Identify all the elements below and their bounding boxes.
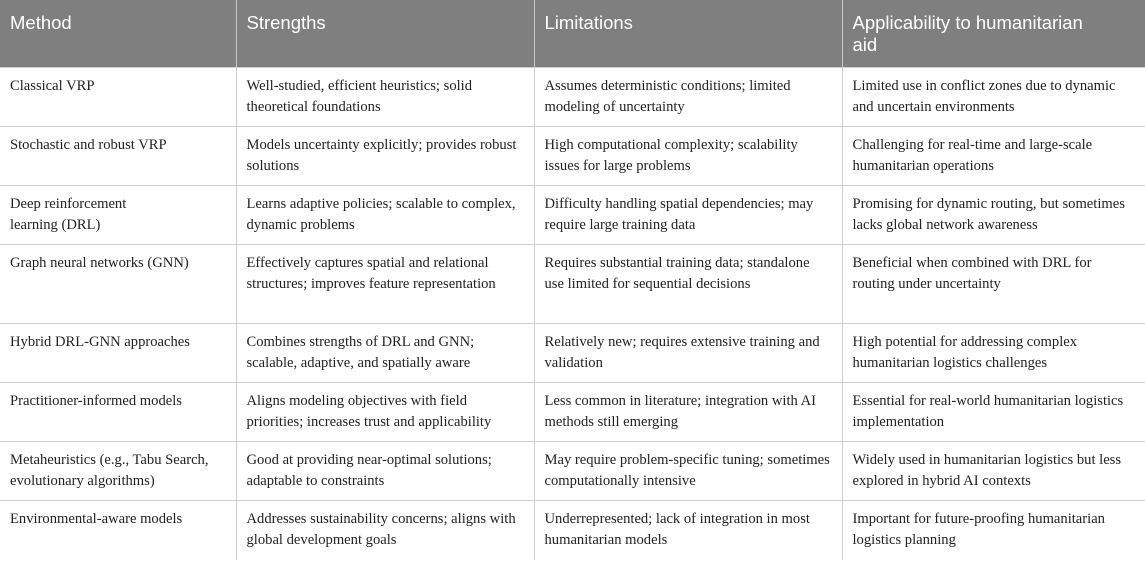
table-row xyxy=(0,442,1145,501)
cell-method: Deep reinforcement learning (DRL) xyxy=(0,186,236,245)
table-row xyxy=(0,501,1145,560)
cell-method: Classical VRP xyxy=(0,68,236,127)
cell-strengths: Effectively captures spatial and relational structures; improves feature representation xyxy=(236,245,534,324)
cell-strengths: Combines strengths of DRL and GNN; scalable, adaptive, and spatially aware xyxy=(236,324,534,383)
cell-method: Practitioner-informed models xyxy=(0,383,236,442)
cell-strengths: Models uncertainty explicitly; provides robust solutions xyxy=(236,127,534,186)
header-method: Method xyxy=(0,0,236,68)
cell-strengths: Aligns modeling objectives with field priorities; increases trust and applicability xyxy=(236,383,534,442)
table-row xyxy=(0,186,1145,245)
cell-method: Metaheuristics (e.g., Tabu Search, evolutionary algorithms) xyxy=(0,442,236,501)
table-body xyxy=(0,68,1145,560)
cell-applicability: Widely used in humanitarian logistics but less explored in hybrid AI contexts xyxy=(842,442,1145,501)
cell-applicability: Challenging for real-time and large-scale humanitarian operations xyxy=(842,127,1145,186)
cell-strengths: Learns adaptive policies; scalable to complex, dynamic problems xyxy=(236,186,534,245)
header-limitations: Limitations xyxy=(534,0,842,68)
cell-applicability: High potential for addressing complex humanitarian logistics challenges xyxy=(842,324,1145,383)
cell-method: Graph neural networks (GNN) xyxy=(0,245,236,324)
cell-limitations: Relatively new; requires extensive training and validation xyxy=(534,324,842,383)
cell-applicability: Limited use in conflict zones due to dynamic and uncertain environments xyxy=(842,68,1145,127)
table-row xyxy=(0,324,1145,383)
header-strengths: Strengths xyxy=(236,0,534,68)
cell-applicability: Important for future-proofing humanitarian logistics planning xyxy=(842,501,1145,560)
cell-applicability: Beneficial when combined with DRL for routing under uncertainty xyxy=(842,245,1145,324)
cell-strengths: Well-studied, efficient heuristics; solid theoretical foundations xyxy=(236,68,534,127)
table-row xyxy=(0,127,1145,186)
cell-applicability: Promising for dynamic routing, but sometimes lacks global network awareness xyxy=(842,186,1145,245)
cell-applicability: Essential for real-world humanitarian logistics implementation xyxy=(842,383,1145,442)
cell-limitations: Difficulty handling spatial dependencies; may require large training data xyxy=(534,186,842,245)
cell-method: Environmental-aware models xyxy=(0,501,236,560)
cell-limitations: Requires substantial training data; standalone use limited for sequential decisions xyxy=(534,245,842,324)
cell-limitations: Assumes deterministic conditions; limited modeling of uncertainty xyxy=(534,68,842,127)
cell-strengths: Addresses sustainability concerns; aligns with global development goals xyxy=(236,501,534,560)
table-row xyxy=(0,245,1145,324)
cell-method: Stochastic and robust VRP xyxy=(0,127,236,186)
cell-strengths: Good at providing near-optimal solutions; adaptable to constraints xyxy=(236,442,534,501)
cell-limitations: High computational complexity; scalability issues for large problems xyxy=(534,127,842,186)
header-row xyxy=(0,0,1145,68)
cell-method: Hybrid DRL-GNN approaches xyxy=(0,324,236,383)
cell-limitations: May require problem-specific tuning; sometimes computationally intensive xyxy=(534,442,842,501)
table-row xyxy=(0,383,1145,442)
header-applicability: Applicability to humanitarian aid xyxy=(842,0,1145,68)
cell-limitations: Underrepresented; lack of integration in most humanitarian models xyxy=(534,501,842,560)
table-row xyxy=(0,68,1145,127)
table-header xyxy=(0,0,1145,68)
cell-limitations: Less common in literature; integration with AI methods still emerging xyxy=(534,383,842,442)
